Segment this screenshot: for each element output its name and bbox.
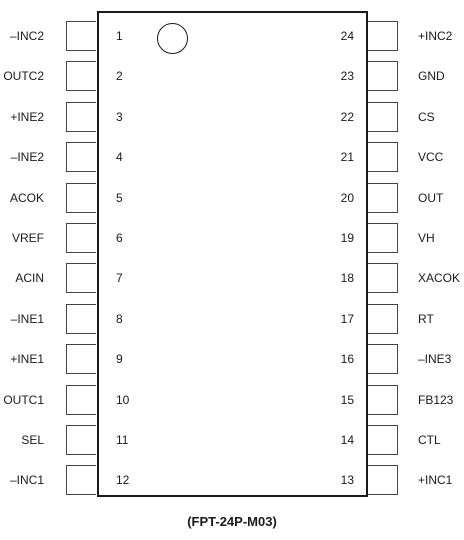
- pin-pad-21: [368, 142, 398, 172]
- pin-pad-11: [66, 425, 96, 455]
- pin-label-23: GND: [418, 69, 445, 83]
- pin-label-20: OUT: [418, 191, 444, 205]
- pin-number-23: 23: [340, 69, 354, 83]
- pin-label-2: OUTC2: [3, 69, 44, 83]
- pin-label-10: OUTC1: [3, 393, 44, 407]
- pin-number-20: 20: [340, 191, 354, 205]
- pin-label-19: VH: [418, 231, 435, 245]
- pin-pad-9: [66, 344, 96, 374]
- pin-number-1: 1: [116, 29, 123, 43]
- pin-pad-5: [66, 183, 96, 213]
- pin-number-4: 4: [116, 150, 123, 164]
- pin-number-24: 24: [340, 29, 354, 43]
- pin-pad-8: [66, 304, 96, 334]
- pin-number-21: 21: [340, 150, 354, 164]
- pin-pad-15: [368, 385, 398, 415]
- pin-label-8: –INE1: [10, 312, 44, 326]
- pin-number-19: 19: [340, 231, 354, 245]
- pin-number-2: 2: [116, 69, 123, 83]
- pin-pad-4: [66, 142, 96, 172]
- pin-pad-23: [368, 61, 398, 91]
- pin-number-7: 7: [116, 271, 123, 285]
- pin-number-17: 17: [340, 312, 354, 326]
- pin-pad-19: [368, 223, 398, 253]
- pin-label-24: +INC2: [418, 29, 453, 43]
- pin-number-11: 11: [116, 433, 129, 447]
- pin-label-1: –INC2: [9, 29, 44, 43]
- pin-label-18: XACOK: [418, 271, 461, 285]
- pin-label-14: CTL: [418, 433, 441, 447]
- pin-number-9: 9: [116, 352, 123, 366]
- pin-pad-14: [368, 425, 398, 455]
- pin-pad-3: [66, 102, 96, 132]
- pin-number-6: 6: [116, 231, 123, 245]
- pin-label-3: +INE2: [10, 110, 44, 124]
- pin-number-3: 3: [116, 110, 123, 124]
- package-caption: (FPT-24P-M03): [187, 514, 277, 529]
- pin-pad-24: [368, 21, 398, 51]
- pin-label-17: RT: [418, 312, 434, 326]
- pin-pad-6: [66, 223, 96, 253]
- pin-label-7: ACIN: [15, 271, 44, 285]
- pin-label-6: VREF: [11, 231, 44, 245]
- pin-label-16: –INE3: [418, 352, 452, 366]
- pin-label-9: +INE1: [10, 352, 44, 366]
- pin-pad-18: [368, 263, 398, 293]
- pin-number-12: 12: [116, 473, 130, 487]
- pin-number-16: 16: [340, 352, 354, 366]
- pin-number-10: 10: [116, 393, 130, 407]
- pin-pad-20: [368, 183, 398, 213]
- pin-pad-10: [66, 385, 96, 415]
- pin-pad-13: [368, 465, 398, 495]
- pin-pad-7: [66, 263, 96, 293]
- pin-label-11: SEL: [21, 433, 44, 447]
- pin-pad-17: [368, 304, 398, 334]
- pin-number-18: 18: [340, 271, 354, 285]
- pin-pad-1: [66, 21, 96, 51]
- pin-pad-12: [66, 465, 96, 495]
- pin-label-5: ACOK: [9, 191, 44, 205]
- pin-label-13: +INC1: [418, 473, 453, 487]
- pin-number-15: 15: [340, 393, 354, 407]
- pin-label-4: –INE2: [10, 150, 44, 164]
- pin-number-8: 8: [116, 312, 123, 326]
- pin-label-15: FB123: [418, 393, 454, 407]
- pin-number-5: 5: [116, 191, 123, 205]
- pin-pad-2: [66, 61, 96, 91]
- pin-label-21: VCC: [418, 150, 444, 164]
- pin-pad-16: [368, 344, 398, 374]
- pin-label-22: CS: [418, 110, 435, 124]
- pin-number-14: 14: [340, 433, 354, 447]
- ic-package-body: [97, 11, 368, 497]
- pin-number-22: 22: [340, 110, 354, 124]
- pin-number-13: 13: [340, 473, 354, 487]
- pin-label-12: –INC1: [9, 473, 44, 487]
- pin1-orientation-mark: [157, 23, 188, 54]
- pin-pad-22: [368, 102, 398, 132]
